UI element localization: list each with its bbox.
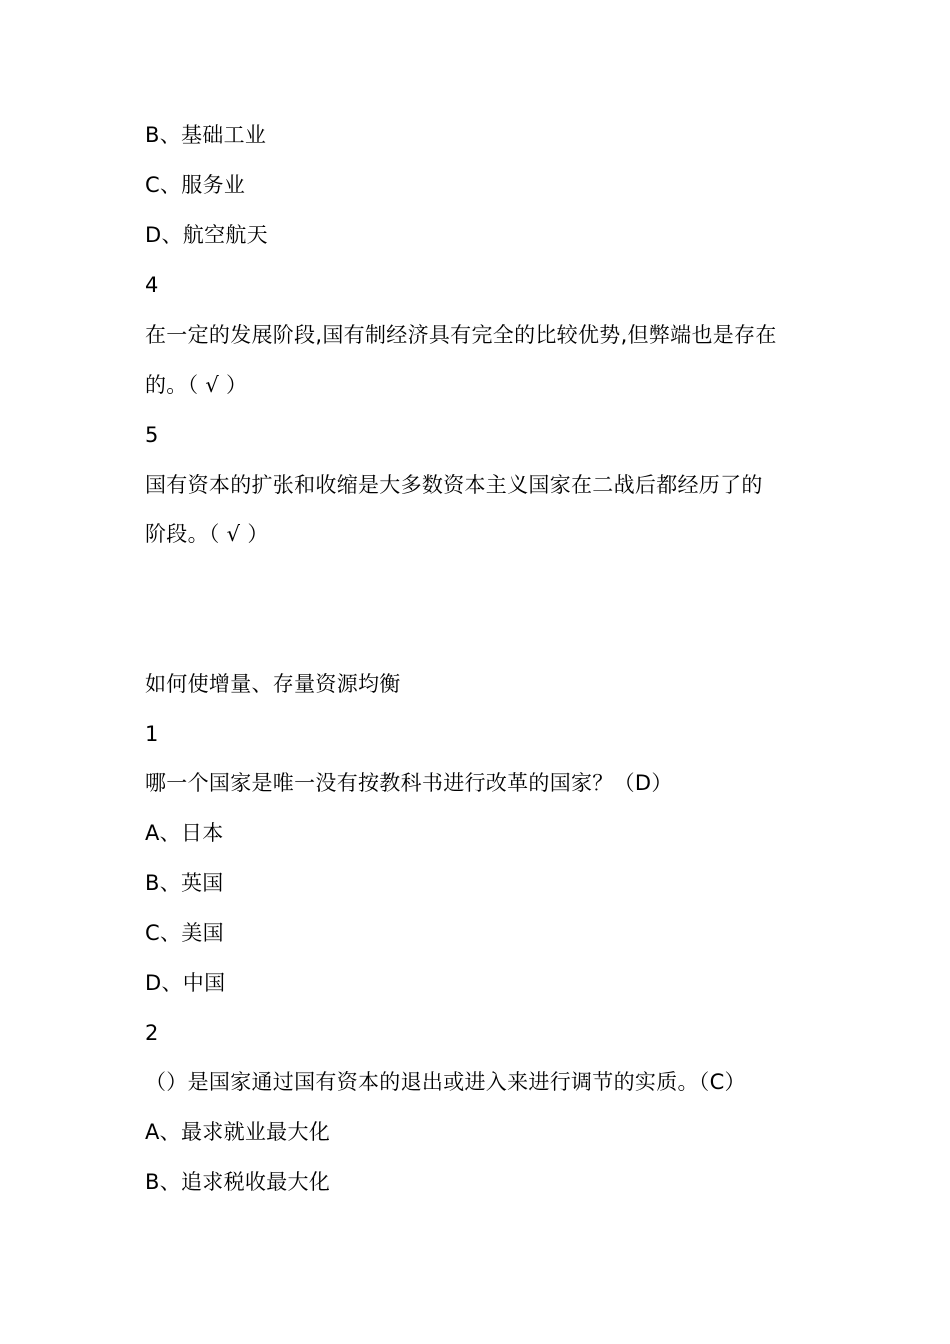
question-text-continued: 阶段。（ √ ） [145,522,269,546]
section-title: 如何使增量、存量资源均衡 [145,672,401,696]
option-a: A、日本 [145,821,224,845]
option-c: C、美国 [145,921,224,945]
question-text: （）是国家通过国有资本的退出或进入来进行调节的实质。（C） [145,1070,746,1094]
question-number: 4 [145,273,159,297]
option-d: D、中国 [145,971,226,995]
option-b: B、追求税收最大化 [145,1170,331,1194]
option-b: B、基础工业 [145,123,267,147]
question-text: 在一定的发展阶段,国有制经济具有完全的比较优势,但弊端也是存在 [145,323,777,347]
option-d: D、航空航天 [145,223,268,247]
option-c: C、服务业 [145,173,246,197]
question-text: 哪一个国家是唯一没有按教科书进行改革的国家？（D） [145,771,673,795]
question-text: 国有资本的扩张和收缩是大多数资本主义国家在二战后都经历了的 [145,473,763,497]
option-a: A、最求就业最大化 [145,1120,331,1144]
question-number: 5 [145,423,159,447]
question-number: 2 [145,1021,159,1045]
question-text-continued: 的。（ √ ） [145,373,248,397]
option-b: B、英国 [145,871,224,895]
question-number: 1 [145,722,159,746]
